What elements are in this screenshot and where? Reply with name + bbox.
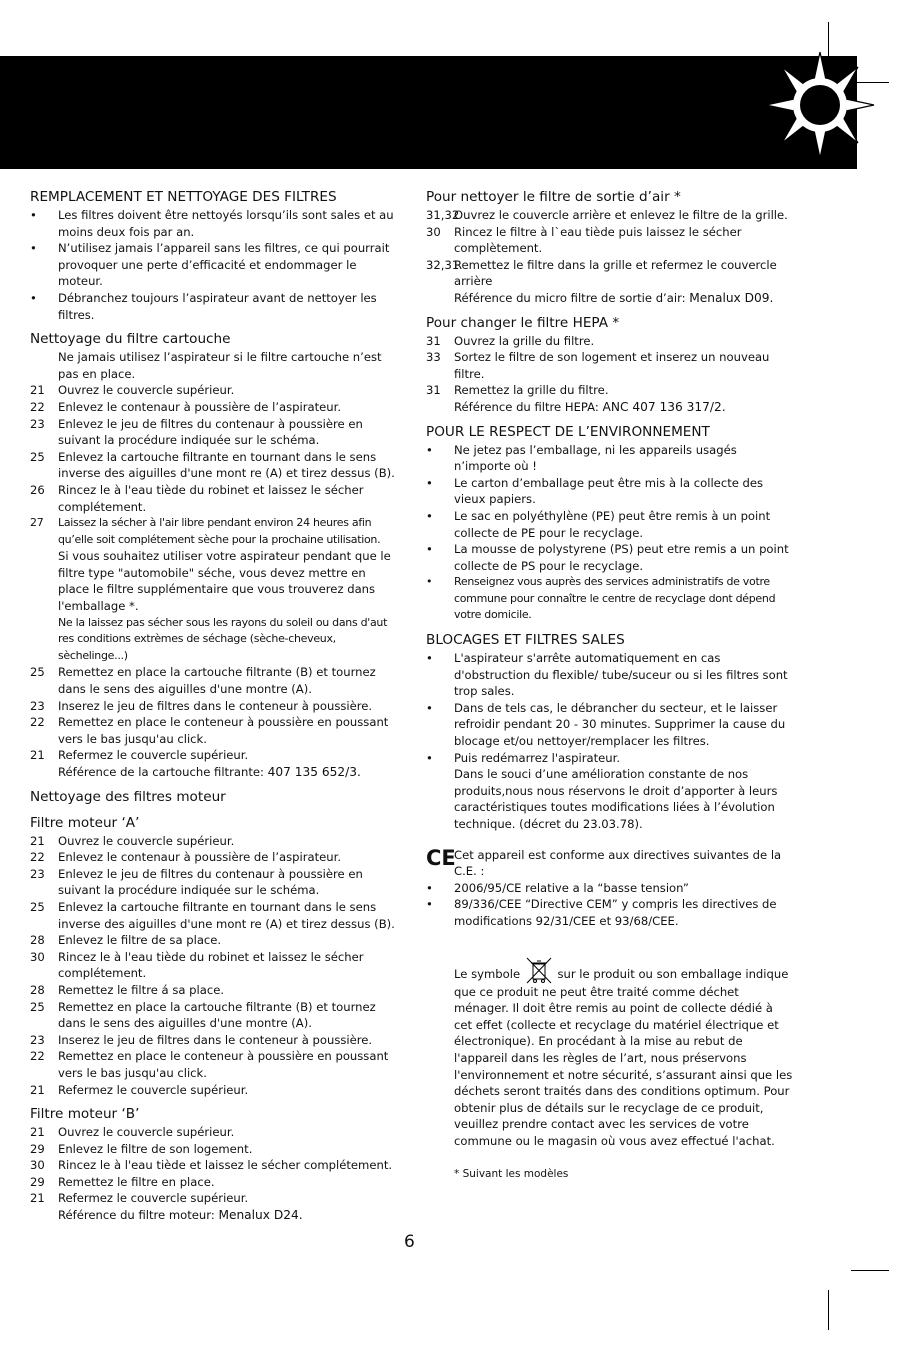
motor-filter-reference: Référence du filtre moteur: Menalux D24. bbox=[58, 1208, 303, 1223]
step-text: Enlevez la cartouche filtrante en tournant dans le sens inverse des aiguilles d'une mont re (A) et tirez dessus (B). bbox=[58, 449, 395, 481]
crop-mark-bottom-right bbox=[851, 1270, 889, 1271]
step-number: 21 bbox=[30, 1191, 45, 1206]
step-number: 23 bbox=[30, 1032, 45, 1047]
step-text: Ouvrez la grille du filtre. bbox=[454, 333, 595, 348]
step-number: 32,31 bbox=[426, 257, 460, 272]
step-number: 25 bbox=[30, 899, 45, 914]
step-item bbox=[30, 1157, 400, 1174]
section-title-filter-replacement: REMPLACEMENT ET NETTOYAGE DES FILTRES bbox=[30, 189, 337, 205]
step-text: Enlevez le jeu de filtres du contenaur à poussière en suivant la procédure indiquée sur le schéma. bbox=[58, 866, 363, 898]
step-text: Rincez le à l'eau tiède du robinet et laissez le sécher complétement. bbox=[58, 949, 364, 981]
step-number: 31 bbox=[426, 333, 441, 348]
cartridge-note-2: Ne la laissez pas sécher sous les rayons du soleil ou dans d'aut res conditions extrèmes de séchage (sèche-cheveux, sèchelinge...) bbox=[58, 615, 388, 662]
step-number: 31 bbox=[426, 383, 441, 398]
hepa-filter-reference: Référence du filtre HEPA: ANC 407 136 317/2. bbox=[454, 399, 726, 414]
list-item: • La mousse de polystyrene (PS) peut etre remis a un point collecte de PS pour le recyclage. bbox=[426, 542, 789, 573]
improvement-notice: Dans le souci d’une amélioration constante de nos produits,nous nous réservons le droit d’apporter à leurs caractéristiques toutes modifications liées à l’évolution technique. (décret du 23.03.78). bbox=[454, 767, 778, 831]
step-number: 25 bbox=[30, 665, 45, 680]
list-item: • Ne jetez pas l’emballage, ni les appareils usagés n’importe où ! bbox=[426, 442, 737, 474]
weee-notice: Le symbole sur le produit ou son emballage indique que ce produit ne peut être traité comme déchet ménager. Il doit être remis au point de collecte dédié à cet effet (collecte et recyclage du matériel électrique et électronique). En procédant à la mise au rebut de l'appareil dans les règles de l’art, nous préservons l'environnement et notre sécurité, s’assurant ainsi que les déchets seront traités dans des conditions optimum. Pour obtenir plus de détails sur le recyclage de ce produit, veuillez prendre contact avec les services de votre commune ou le magasin où vous avez effectué l'achat. bbox=[426, 956, 794, 1150]
step-number: 29 bbox=[30, 1174, 45, 1189]
list-item: • L'aspirateur s'arrête automatiquement en cas d'obstruction du flexible/ tube/suceur ou si les filtres sont trop sales. bbox=[426, 651, 788, 699]
step-number: 26 bbox=[30, 482, 45, 497]
section-title-motor-filter-b: Filtre moteur ‘B’ bbox=[30, 1106, 140, 1123]
step-text: Remettez en place le conteneur à poussière en poussant vers le bas jusqu'au click. bbox=[58, 715, 389, 746]
header-banner bbox=[0, 56, 857, 169]
step-item bbox=[30, 449, 400, 482]
step-text: Remettez en place le conteneur à poussière en poussant vers le bas jusqu'au click. bbox=[58, 1049, 389, 1080]
step-item bbox=[426, 224, 794, 257]
step-number: 21 bbox=[30, 748, 45, 763]
step-text: Remettez le filtre en place. bbox=[58, 1174, 215, 1189]
step-text: Rincez le à l'eau tiède et laissez le sécher complétement. bbox=[58, 1158, 393, 1173]
list-item: • Le sac en polyéthylène (PE) peut être remis à un point collecte de PE pour le recyclage. bbox=[426, 508, 771, 540]
step-number: 27 bbox=[30, 516, 44, 530]
cartridge-intro: Ne jamais utilisez l’aspirateur si le filtre cartouche n’est pas en place. bbox=[58, 350, 382, 381]
step-item bbox=[30, 899, 400, 932]
list-item: • Dans de tels cas, le débrancher du secteur, et le laisser refroidir pendant 20 - 30 minutes. Supprimer la cause du blocage et/ou nettoyer/remplacer les filtres. bbox=[426, 700, 786, 749]
step-number: 28 bbox=[30, 933, 45, 948]
step-text: Rincez le filtre à l`eau tiède puis laissez le sécher complètement. bbox=[454, 224, 742, 256]
list-item: • 2006/95/CE relative a la “basse tension” bbox=[426, 880, 689, 895]
step-item bbox=[30, 982, 400, 999]
step-item bbox=[30, 747, 400, 764]
step-item bbox=[30, 932, 400, 949]
step-item bbox=[30, 833, 400, 850]
exhaust-filter-reference: Référence du micro filtre de sortie d’air: Menalux D09. bbox=[454, 290, 774, 305]
footnote: * Suivant les modèles bbox=[454, 1167, 569, 1180]
step-number: 25 bbox=[30, 999, 45, 1014]
section-title-cartridge: Nettoyage du filtre cartouche bbox=[30, 331, 231, 348]
step-item bbox=[30, 515, 400, 548]
step-item bbox=[30, 849, 400, 866]
step-number: 30 bbox=[426, 224, 441, 239]
section-title-blockages: BLOCAGES ET FILTRES SALES bbox=[426, 632, 625, 649]
step-item bbox=[30, 1141, 400, 1158]
left-column bbox=[30, 188, 400, 1224]
step-item bbox=[30, 1048, 400, 1081]
step-item bbox=[426, 349, 794, 382]
step-number: 21 bbox=[30, 1082, 45, 1097]
step-item bbox=[426, 257, 794, 290]
section-title-motor-filter-a: Filtre moteur ‘A’ bbox=[30, 814, 140, 831]
step-text: Refermez le couvercle supérieur. bbox=[58, 1191, 249, 1206]
step-number: 21 bbox=[30, 833, 45, 848]
cartridge-reference: Référence de la cartouche filtrante: 407 135 652/3. bbox=[58, 765, 361, 779]
step-text: Enlevez le filtre de son logement. bbox=[58, 1141, 253, 1156]
step-number: 21 bbox=[30, 1125, 45, 1140]
step-text: Sortez le filtre de son logement et inserez un nouveau filtre. bbox=[454, 350, 770, 381]
step-number: 23 bbox=[30, 866, 45, 881]
step-text: Remettez la grille du filtre. bbox=[454, 383, 609, 398]
step-text: Inserez le jeu de filtres dans le conteneur à poussière. bbox=[58, 698, 373, 713]
step-text: Laissez la sécher à l'air libre pendant environ 24 heures afin qu’elle soit complétement sèche pour la prochaine utilisation. bbox=[58, 516, 381, 546]
step-text: Ouvrez le couvercle arrière et enlevez le filtre de la grille. bbox=[454, 208, 788, 222]
list-item: • Débranchez toujours l’aspirateur avant de nettoyer les filtres. bbox=[30, 290, 377, 322]
step-text: Enlevez le contenaur à poussière de l’aspirateur. bbox=[58, 399, 342, 414]
step-text: Inserez le jeu de filtres dans le conteneur à poussière. bbox=[58, 1032, 373, 1047]
step-number: 23 bbox=[30, 416, 45, 431]
ce-conformity bbox=[426, 847, 794, 880]
step-number: 29 bbox=[30, 1141, 45, 1156]
step-item bbox=[30, 866, 400, 899]
step-text: Enlevez le jeu de filtres du contenaur à poussière en suivant la procédure indiquée sur le schéma. bbox=[58, 416, 363, 448]
list-item: • N’utilisez jamais l’appareil sans les filtres, ce qui pourrait provoquer une perte d’efficacité et endommager le moteur. bbox=[30, 241, 390, 289]
step-number: 33 bbox=[426, 350, 441, 365]
step-text: Ouvrez le couvercle supérieur. bbox=[58, 383, 235, 398]
step-item bbox=[30, 1190, 400, 1207]
step-number: 22 bbox=[30, 715, 45, 730]
step-text: Enlevez le filtre de sa place. bbox=[58, 933, 222, 948]
step-number: 22 bbox=[30, 850, 45, 865]
list-item: • Renseignez vous auprès des services administratifs de votre commune pour connaître le centre de recyclage dont dépend votre domicile. bbox=[426, 575, 776, 622]
crossed-bin-icon bbox=[524, 956, 554, 984]
step-item bbox=[30, 416, 400, 449]
section-title-hepa-filter: Pour changer le filtre HEPA * bbox=[426, 314, 620, 331]
step-text: Refermez le couvercle supérieur. bbox=[58, 748, 249, 763]
step-text: Ouvrez le couvercle supérieur. bbox=[58, 833, 235, 848]
step-text: Enlevez la cartouche filtrante en tournant dans le sens inverse des aiguilles d'une mont re (A) et tirez dessus (B). bbox=[58, 899, 395, 931]
crop-mark-bottom bbox=[828, 1290, 829, 1330]
list-item: • Le carton d’emballage peut être mis à la collecte des vieux papiers. bbox=[426, 475, 764, 507]
cartridge-note-1: Si vous souhaitez utiliser votre aspirateur pendant que le filtre type "automobile" séche, vous devez mettre en place le filtre supplémentaire que vous trouverez dans l'emballage *. bbox=[58, 549, 391, 614]
step-item bbox=[30, 1124, 400, 1141]
step-item bbox=[30, 949, 400, 982]
step-number: 21 bbox=[30, 383, 45, 398]
step-item bbox=[30, 664, 400, 697]
step-item bbox=[30, 999, 400, 1032]
step-item bbox=[426, 207, 794, 224]
step-text: Ouvrez le couvercle supérieur. bbox=[58, 1125, 235, 1140]
list-item: • Les filtres doivent être nettoyés lorsqu’ils sont sales et au moins deux fois par an. bbox=[30, 208, 394, 239]
list-item: • 89/336/CEE “Directive CEM” y compris les directives de modifications 92/31/CEE et 93/68/CEE. bbox=[426, 897, 777, 928]
section-title-environment: POUR LE RESPECT DE L’ENVIRONNEMENT bbox=[426, 423, 710, 440]
step-number: 22 bbox=[30, 1049, 45, 1064]
crop-mark-right bbox=[857, 82, 889, 83]
step-item bbox=[30, 482, 400, 515]
step-number: 30 bbox=[30, 1158, 45, 1173]
step-number: 25 bbox=[30, 449, 45, 464]
section-title-motor-filters: Nettoyage des filtres moteur bbox=[30, 788, 226, 805]
sun-icon bbox=[760, 50, 880, 160]
crop-mark-top bbox=[828, 22, 829, 56]
step-text: Rincez le à l'eau tiède du robinet et laissez le sécher complétement. bbox=[58, 482, 364, 514]
step-item bbox=[30, 399, 400, 416]
step-text: Remettez en place la cartouche filtrante (B) et tournez dans le sens des aiguilles d'une montre (A). bbox=[58, 999, 376, 1031]
ce-text: Cet appareil est conforme aux directives suivantes de la C.E. : bbox=[454, 847, 782, 879]
step-text: Refermez le couvercle supérieur. bbox=[58, 1082, 249, 1097]
step-number: 31,32 bbox=[426, 208, 460, 222]
step-number: 28 bbox=[30, 982, 45, 997]
step-item bbox=[426, 333, 794, 350]
step-item bbox=[30, 1082, 400, 1099]
step-number: 30 bbox=[30, 949, 45, 964]
section-title-exhaust-filter: Pour nettoyer le filtre de sortie d’air * bbox=[426, 189, 681, 205]
step-item bbox=[30, 714, 400, 747]
step-item bbox=[30, 1032, 400, 1049]
ce-mark-icon: CE bbox=[426, 845, 456, 870]
step-item bbox=[30, 1174, 400, 1191]
step-text: Remettez en place la cartouche filtrante (B) et tournez dans le sens des aiguilles d'une montre (A). bbox=[58, 665, 376, 697]
step-text: Enlevez le contenaur à poussière de l’aspirateur. bbox=[58, 850, 342, 865]
right-column bbox=[426, 188, 794, 1182]
page-number: 6 bbox=[404, 1232, 415, 1252]
step-text: Remettez le filtre dans la grille et refermez le couvercle arrière bbox=[454, 257, 777, 289]
step-item bbox=[426, 382, 794, 399]
step-number: 23 bbox=[30, 698, 45, 713]
step-number: 22 bbox=[30, 399, 45, 414]
step-text: Remettez le filtre á sa place. bbox=[58, 982, 225, 997]
step-item bbox=[30, 382, 400, 399]
step-item bbox=[30, 698, 400, 715]
list-item: • Puis redémarrez l'aspirateur. bbox=[426, 750, 621, 765]
